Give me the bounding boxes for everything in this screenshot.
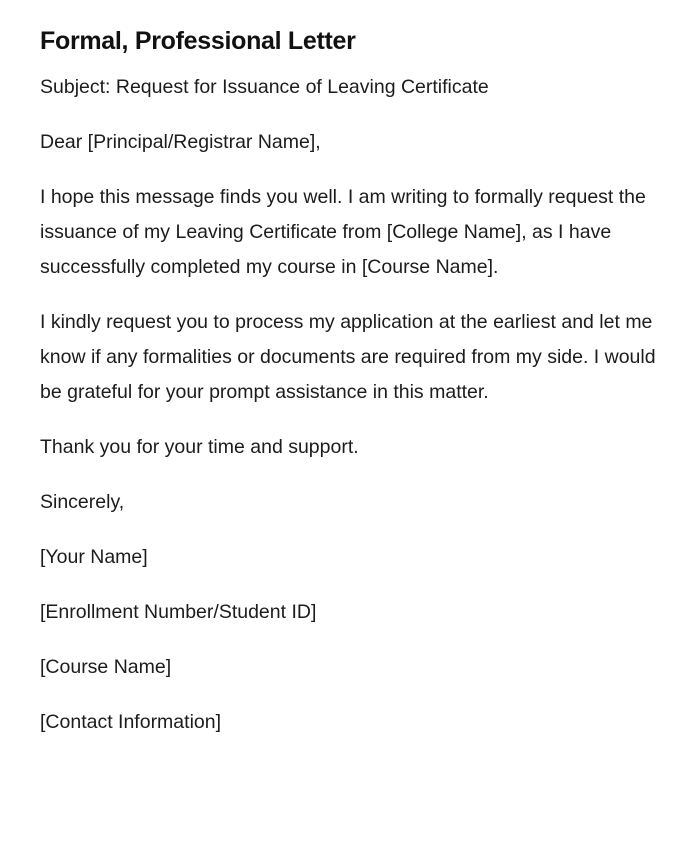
letter-body-paragraph-1: I hope this message finds you well. I am writing to formally request the issuance of my Leaving Certificate from [College Name], as I have successfully completed my course in [Course Name].	[40, 186, 646, 278]
letter-salutation: Dear [Principal/Registrar Name],	[40, 131, 321, 153]
signature-course: [Course Name]	[40, 656, 172, 678]
letter-closing: Sincerely,	[40, 491, 125, 513]
signature-student-id: [Enrollment Number/Student ID]	[40, 601, 317, 623]
letter-thanks: Thank you for your time and support.	[40, 436, 359, 458]
letter-subject: Subject: Request for Issuance of Leaving Certificate	[40, 76, 489, 98]
letter-page	[40, 24, 660, 760]
page-title: Formal, Professional Letter	[40, 27, 356, 55]
signature-name: [Your Name]	[40, 546, 148, 568]
signature-contact: [Contact Information]	[40, 711, 222, 733]
letter-body-paragraph-2: I kindly request you to process my application at the earliest and let me know if any formalities or documents are required from my side. I would be grateful for your prompt assistance in this matter.	[40, 311, 656, 403]
